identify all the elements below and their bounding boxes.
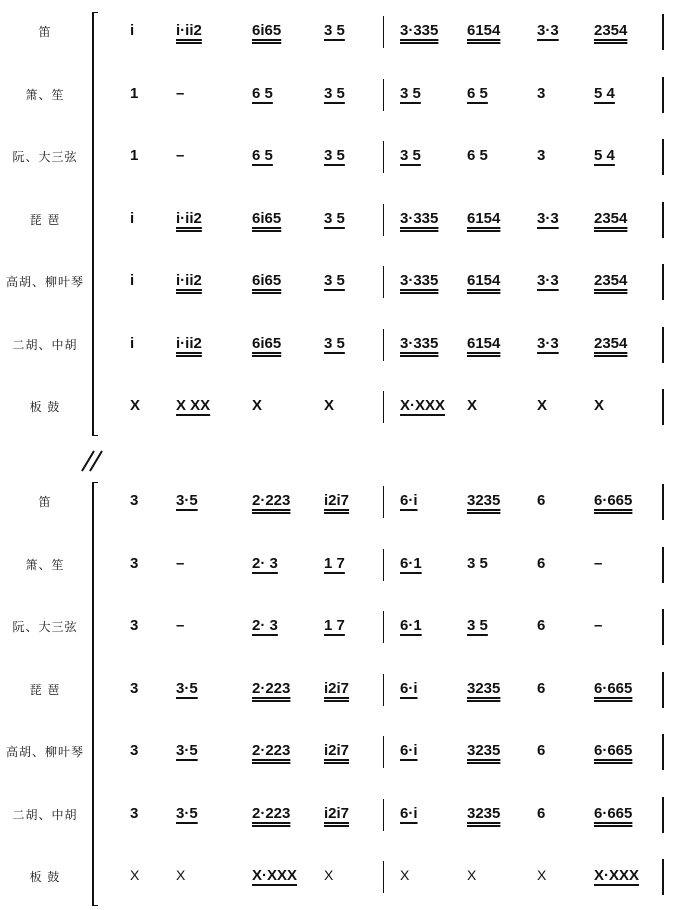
- note-group: 3·3: [537, 272, 559, 289]
- bar-line-end: [662, 327, 664, 363]
- note-group: X·XXX: [400, 397, 446, 414]
- note-group: 3·5: [176, 679, 198, 697]
- note-group: i2i7: [324, 679, 350, 697]
- note-group: 3235: [467, 804, 501, 822]
- bar-line: [383, 329, 384, 361]
- note-group: 3 5: [324, 22, 345, 39]
- bar-line-end: [662, 609, 664, 645]
- note-group: –: [594, 617, 603, 634]
- instrument-label: 板 鼓: [29, 400, 61, 414]
- note-group: 3: [130, 492, 139, 509]
- instrument-label: 琵 琶: [29, 682, 61, 697]
- note-group: 6·665: [594, 492, 633, 509]
- bar-line: [383, 79, 384, 111]
- instrument-label: 二胡、中胡: [12, 337, 78, 352]
- instrument-label: 箫、笙: [25, 557, 65, 572]
- note-group: 1 7: [324, 554, 345, 572]
- note-group: 6 5: [252, 84, 273, 102]
- instrument-label: 阮、大三弦: [12, 620, 78, 634]
- staff-row: [0, 321, 675, 371]
- note-group: 3·5: [176, 492, 198, 509]
- note-group: 6i65: [252, 272, 282, 289]
- note-group: 1: [130, 147, 139, 164]
- note-group: 3·335: [400, 272, 439, 289]
- note-group: i2i7: [324, 804, 350, 822]
- bar-line: [383, 736, 384, 768]
- note-group: i·ii2: [176, 22, 202, 39]
- bar-line: [383, 16, 384, 48]
- note-group: 3235: [467, 742, 501, 759]
- note-group: 6154: [467, 334, 501, 352]
- note-group: 3 5: [324, 209, 345, 227]
- note-group: X: [400, 867, 410, 883]
- note-group: 3 5: [324, 272, 345, 289]
- instrument-label: 板 鼓: [29, 870, 61, 884]
- bar-line-end: [662, 139, 664, 175]
- score-system-2: [0, 478, 675, 906]
- note-group: –: [176, 84, 185, 102]
- note-group: i·ii2: [176, 272, 202, 289]
- bar-line: [383, 611, 384, 643]
- note-group: 6i65: [252, 334, 282, 352]
- bar-line-end: [662, 734, 664, 770]
- bar-line: [383, 861, 384, 893]
- note-group: X: [176, 867, 186, 883]
- note-group: X: [467, 867, 477, 883]
- bar-line: [383, 141, 384, 173]
- note-group: X: [324, 397, 335, 414]
- note-group: 6154: [467, 22, 501, 39]
- note-group: 2354: [594, 334, 628, 352]
- note-group: 1 7: [324, 617, 345, 634]
- bar-line-end: [662, 389, 664, 425]
- note-group: 6·665: [594, 679, 633, 697]
- note-group: 3: [130, 804, 139, 822]
- note-group: 6i65: [252, 209, 282, 227]
- bar-line: [383, 486, 384, 518]
- note-group: 3: [537, 84, 546, 102]
- note-group: i: [130, 22, 135, 39]
- note-group: X: [252, 397, 263, 414]
- note-group: 6·i: [400, 742, 418, 759]
- score-system-1: [0, 8, 675, 436]
- note-group: 6: [537, 679, 546, 697]
- note-group: 3: [130, 742, 139, 759]
- note-group: i2i7: [324, 742, 350, 759]
- note-group: –: [176, 617, 185, 634]
- bar-line: [383, 799, 384, 831]
- staff-row: [0, 383, 675, 433]
- staff-row: [0, 71, 675, 121]
- note-group: 6154: [467, 209, 501, 227]
- note-group: 2354: [594, 272, 628, 289]
- note-group: 2354: [594, 209, 628, 227]
- instrument-label: 笛: [38, 495, 52, 509]
- staff-row: [0, 603, 675, 653]
- staff-row: [0, 133, 675, 183]
- staff-row: [0, 791, 675, 841]
- note-group: X: [130, 397, 141, 414]
- bar-line-end: [662, 14, 664, 50]
- system-break-icon: [80, 447, 106, 473]
- bar-line: [383, 674, 384, 706]
- note-group: X·XXX: [252, 867, 298, 884]
- note-group: X XX: [176, 397, 211, 414]
- note-group: 6·i: [400, 492, 418, 509]
- note-group: X: [594, 397, 605, 414]
- note-group: i: [130, 272, 135, 289]
- note-group: 6 5: [252, 147, 273, 164]
- note-group: 2·223: [252, 492, 291, 509]
- bar-line-end: [662, 547, 664, 583]
- note-group: X: [467, 397, 478, 414]
- note-group: 3235: [467, 679, 501, 697]
- instrument-label: 笛: [38, 25, 52, 39]
- instrument-label: 高胡、柳叶琴: [5, 275, 84, 289]
- note-group: 3: [537, 147, 546, 164]
- bar-line-end: [662, 77, 664, 113]
- note-group: 3 5: [324, 147, 345, 164]
- note-group: 2·223: [252, 804, 291, 822]
- note-group: 6·i: [400, 679, 418, 697]
- note-group: 2· 3: [252, 554, 278, 572]
- note-group: 6 5: [467, 147, 488, 164]
- note-group: 2·223: [252, 742, 291, 759]
- note-group: 3·5: [176, 804, 198, 822]
- note-group: 6·665: [594, 742, 633, 759]
- note-group: 6·1: [400, 554, 422, 572]
- note-group: 5 4: [594, 84, 615, 102]
- note-group: 3235: [467, 492, 501, 509]
- note-group: X: [130, 867, 140, 883]
- staff-row: [0, 258, 675, 308]
- note-group: 6: [537, 617, 546, 634]
- note-group: 3 5: [324, 334, 345, 352]
- bar-line-end: [662, 672, 664, 708]
- note-group: X: [537, 397, 548, 414]
- note-group: 6·1: [400, 617, 422, 634]
- note-group: 6: [537, 554, 546, 572]
- note-group: 3·3: [537, 22, 559, 39]
- note-group: 3 5: [324, 84, 345, 102]
- note-group: 6: [537, 804, 546, 822]
- note-group: 3·335: [400, 209, 439, 227]
- note-group: 6154: [467, 272, 501, 289]
- note-group: 3: [130, 554, 139, 572]
- note-group: 3 5: [400, 147, 421, 164]
- bar-line-end: [662, 264, 664, 300]
- note-group: i: [130, 209, 135, 227]
- instrument-label: 二胡、中胡: [12, 807, 78, 822]
- bar-line: [383, 204, 384, 236]
- bar-line-end: [662, 202, 664, 238]
- note-group: X·XXX: [594, 867, 640, 884]
- note-group: –: [176, 554, 185, 572]
- staff-row: [0, 853, 675, 903]
- instrument-label: 高胡、柳叶琴: [5, 745, 84, 759]
- bar-line-end: [662, 859, 664, 895]
- note-group: –: [594, 554, 603, 572]
- note-group: 5 4: [594, 147, 615, 164]
- bar-line: [383, 549, 384, 581]
- note-group: 6·665: [594, 804, 633, 822]
- note-group: X: [537, 867, 547, 883]
- note-group: 3 5: [400, 84, 421, 102]
- note-group: –: [176, 147, 185, 164]
- note-group: 6 5: [467, 84, 488, 102]
- note-group: 2· 3: [252, 617, 278, 634]
- note-group: i2i7: [324, 492, 350, 509]
- bar-line: [383, 391, 384, 423]
- note-group: 3·3: [537, 334, 559, 352]
- staff-row: [0, 196, 675, 246]
- note-group: 3: [130, 679, 139, 697]
- note-group: 3 5: [467, 617, 488, 634]
- note-group: 1: [130, 84, 139, 102]
- note-group: 2354: [594, 22, 628, 39]
- staff-row: [0, 478, 675, 528]
- instrument-label: 箫、笙: [25, 87, 65, 102]
- bar-line-end: [662, 484, 664, 520]
- instrument-label: 琵 琶: [29, 212, 61, 227]
- staff-row: [0, 541, 675, 591]
- note-group: i·ii2: [176, 209, 202, 227]
- note-group: 3·335: [400, 334, 439, 352]
- note-group: i·ii2: [176, 334, 202, 352]
- bar-line: [383, 266, 384, 298]
- note-group: 3: [130, 617, 139, 634]
- staff-row: [0, 666, 675, 716]
- instrument-label: 阮、大三弦: [12, 150, 78, 164]
- note-group: 6i65: [252, 22, 282, 39]
- note-group: i: [130, 334, 135, 352]
- note-group: 6: [537, 742, 546, 759]
- note-group: X: [324, 867, 334, 883]
- note-group: 6·i: [400, 804, 418, 822]
- staff-row: [0, 8, 675, 58]
- note-group: 3·5: [176, 742, 198, 759]
- note-group: 3 5: [467, 554, 488, 572]
- staff-row: [0, 728, 675, 778]
- note-group: 3·335: [400, 22, 439, 39]
- note-group: 2·223: [252, 679, 291, 697]
- note-group: 3·3: [537, 209, 559, 227]
- bar-line-end: [662, 797, 664, 833]
- note-group: 6: [537, 492, 546, 509]
